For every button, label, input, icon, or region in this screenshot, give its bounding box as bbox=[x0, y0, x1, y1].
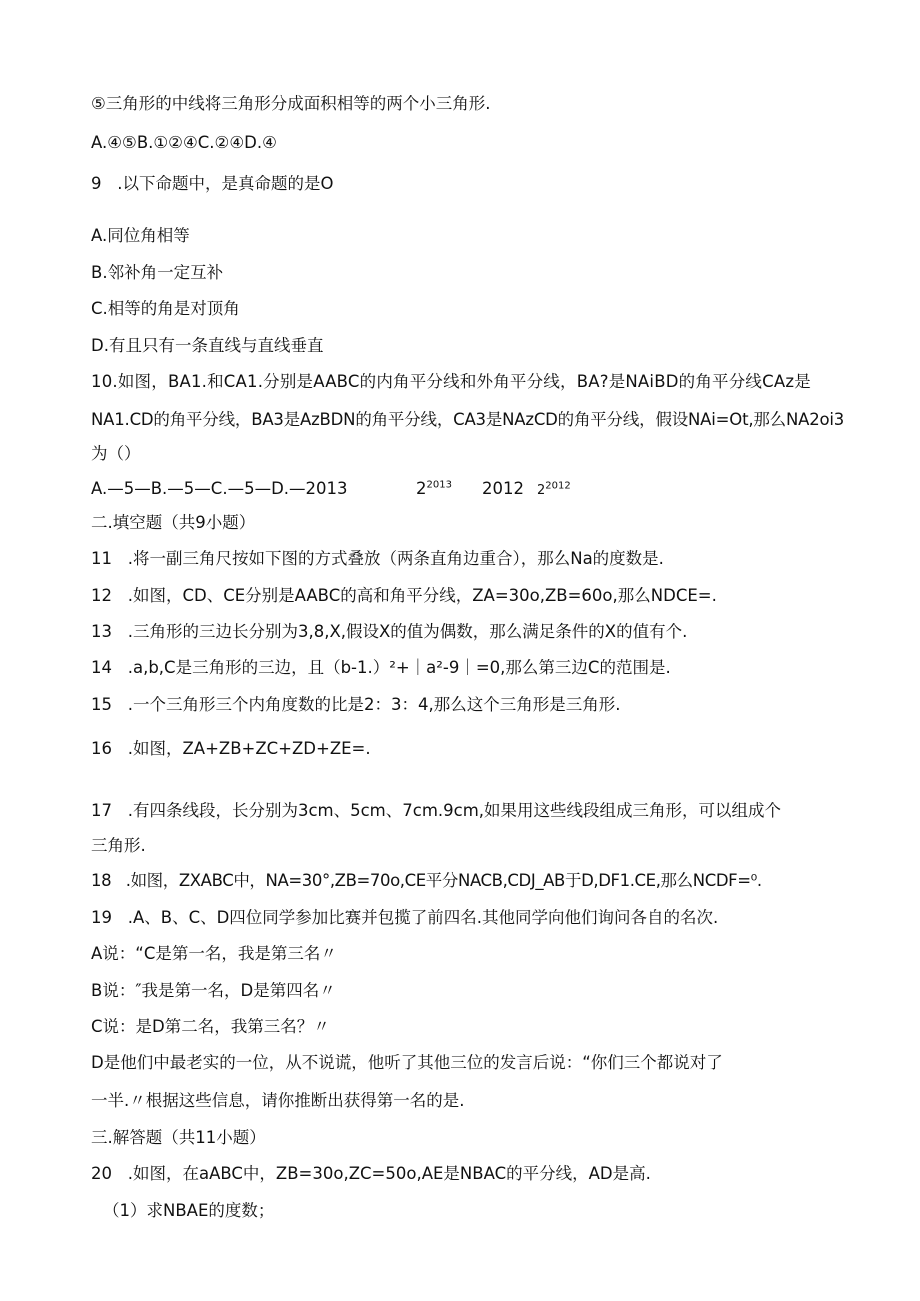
question-19: 19 .A、B、C、D四位同学参加比赛并包揽了前四名.其他同学向他们询问各自的名次. bbox=[91, 908, 719, 927]
answer-options: A.④⑤B.①②④C.②④D.④ bbox=[91, 133, 277, 152]
exponent-sup: 2012 bbox=[545, 480, 571, 492]
statement-b: B说：″我是第一名，D是第四名〃 bbox=[91, 981, 336, 1000]
question-20: 20 .如图，在aABC中，ZB=30o,ZC=50o,AE是NBAC的平分线，AD是高. bbox=[91, 1164, 651, 1183]
option-b: B.邻补角一定互补 bbox=[91, 263, 224, 282]
line: ⑤三角形的中线将三角形分成面积相等的两个小三角形. bbox=[91, 94, 491, 113]
question-10-options: A.—5—B.—5—C.—5—D.—2013 bbox=[91, 479, 348, 498]
option-c: C.相等的角是对顶角 bbox=[91, 299, 240, 318]
exponent-2013 bbox=[416, 481, 452, 498]
option-a: A.同位角相等 bbox=[91, 226, 190, 245]
question-9: 9 .以下命题中，是真命题的是O bbox=[91, 174, 334, 193]
statement-d-cont: 一半.〃根据这些信息，请你推断出获得第一名的是. bbox=[91, 1091, 465, 1110]
question-11: 11 .将一副三角尺按如下图的方式叠放（两条直角边重合），那么Na的度数是. bbox=[91, 549, 664, 568]
section-heading-fill: 二.填空题（共9小题） bbox=[91, 513, 256, 532]
exponent-base: 2 bbox=[537, 483, 546, 498]
question-17-cont: 三角形. bbox=[91, 836, 146, 855]
exponent-sup: 2013 bbox=[426, 479, 452, 491]
statement-a: A说：“C是第一名，我是第三名〃 bbox=[91, 944, 337, 963]
question-10-end: 为（） bbox=[91, 444, 141, 463]
question-10-cont: NA1.CD的角平分线，BA3是AzBDN的角平分线，CA3是NAzCD的角平分线，假设NAi=Ot,那么NA2oi3 bbox=[91, 410, 845, 429]
question-16: 16 .如图，ZA+ZB+ZC+ZD+ZE=. bbox=[91, 739, 371, 758]
section-heading-solve: 三.解答题（共11小题） bbox=[91, 1128, 266, 1147]
value-2012: 2012 bbox=[482, 479, 524, 498]
question-15: 15 .一个三角形三个内角度数的比是2：3：4,那么这个三角形是三角形. bbox=[91, 695, 621, 714]
question-13: 13 .三角形的三边长分别为3,8,X,假设X的值为偶数，那么满足条件的X的值有个. bbox=[91, 622, 688, 641]
exponent-base: 2 bbox=[416, 479, 427, 498]
question-18: 18 .如图，ZXABC中，NA=30°,ZB=70o,CE平分NACB,CDJ_AB于D,DF1.CE,那么NCDF=⁰. bbox=[91, 871, 762, 890]
question-14: 14 .a,b,C是三角形的三边，且（b-1.）²+｜a²-9｜=0,那么第三边C的范围是. bbox=[91, 658, 671, 677]
statement-c: C说：是D第二名，我第三名？〃 bbox=[91, 1017, 330, 1036]
question-10: 10.如图，BA1.和CA1.分别是AABC的内角平分线和外角平分线，BA?是NAiBD的角平分线CAz是 bbox=[91, 372, 811, 391]
option-d: D.有且只有一条直线与直线垂直 bbox=[91, 336, 324, 355]
statement-d: D是他们中最老实的一位，从不说谎，他听了其他三位的发言后说：“你们三个都说对了 bbox=[91, 1053, 723, 1072]
question-20-part-1: （1）求NBAE的度数； bbox=[103, 1201, 275, 1220]
question-17: 17 .有四条线段，长分别为3cm、5cm、7cm.9cm,如果用这些线段组成三角形，可以组成个 bbox=[91, 801, 782, 820]
question-12: 12 .如图，CD、CE分别是AABC的高和角平分线，ZA=30o,ZB=60o,那么NDCE=. bbox=[91, 586, 717, 605]
exponent-2012 bbox=[537, 480, 571, 498]
